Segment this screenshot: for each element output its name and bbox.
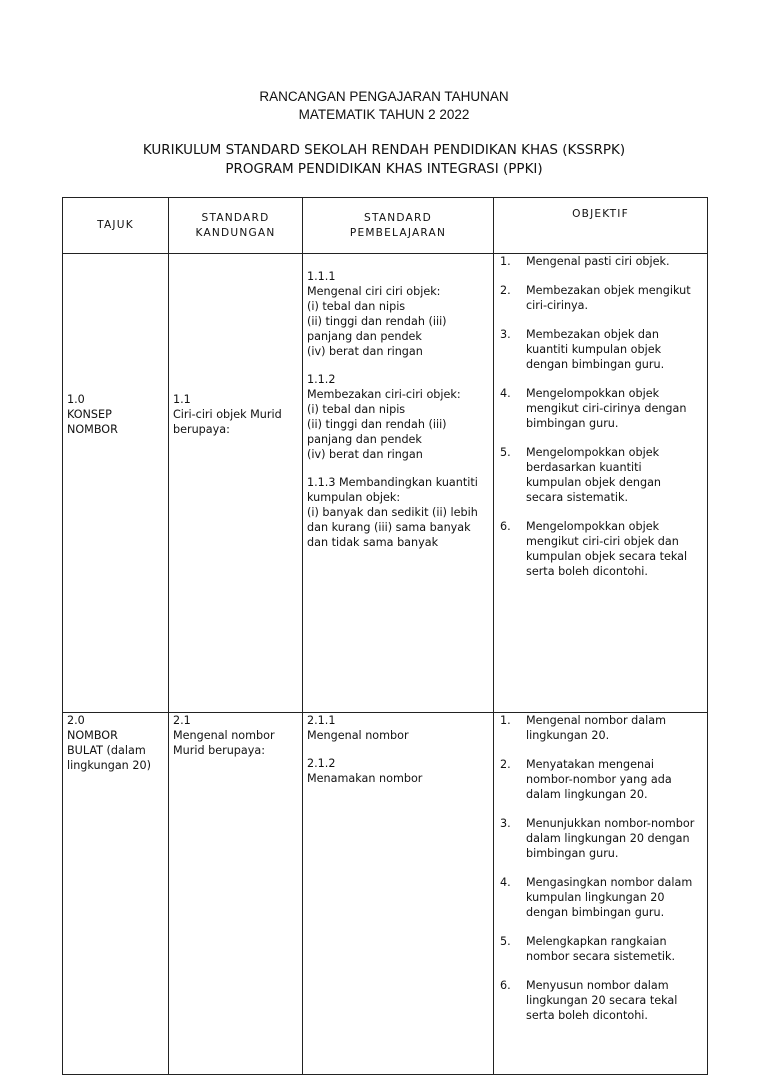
list-item: 2. Menyatakan mengenai nombor-nombor yang ada dalam lingkungan 20. — [500, 758, 672, 801]
document-title-block — [0, 88, 768, 124]
title-matematik: MATEMATIK TAHUN 2 2022 — [298, 107, 470, 122]
list-item: 4. Mengasingkan nombor dalam kumpulan lingkungan 20 dengan bimbingan guru. — [500, 876, 693, 919]
sp-block: 1.1.2 Membezakan ciri-ciri objek: (i) tebal dan nipis (ii) tinggi dan rendah (iii) panjang dan pendek (iv) berat dan ringan — [307, 373, 461, 461]
list-item: 4. Mengelompokkan objek mengikut ciri-cirinya dengan bimbingan guru. — [500, 387, 687, 430]
list-item: 6. Mengelompokkan objek mengikut ciri-ciri objek dan kumpulan objek secara tekal serta boleh dicontohi. — [500, 520, 688, 578]
list-item: 3. Menunjukkan nombor-nombor dalam lingkungan 20 dengan bimbingan guru. — [500, 817, 695, 860]
title-kurikulum: KURIKULUM STANDARD SEKOLAH RENDAH PENDIDIKAN KHAS (KSSRPK) — [142, 142, 626, 158]
list-item: 5. Melengkapkan rangkaian nombor secara sistemetik. — [500, 935, 676, 963]
list-item: 2. Membezakan objek mengikut ciri-cirinya. — [500, 284, 691, 312]
cell-standard-pembelajaran — [303, 254, 494, 713]
list-item: 6. Menyusun nombor dalam lingkungan 20 secara tekal serta boleh dicontohi. — [500, 979, 678, 1022]
title-program: PROGRAM PENDIDIKAN KHAS INTEGRASI (PPKI) — [225, 161, 543, 177]
cell-standard-pembelajaran — [303, 713, 494, 1075]
header-tajuk: TAJUK — [63, 198, 169, 254]
header-standard-kandungan: STANDARD KANDUNGAN — [169, 198, 303, 254]
list-item: 1. Mengenal pasti ciri objek. — [500, 255, 670, 268]
cell-standard-kandungan: 1.1 Ciri-ciri objek Murid berupaya: — [169, 254, 303, 713]
sp-block: 1.1.1 Mengenal ciri ciri objek: (i) tebal dan nipis (ii) tinggi dan rendah (iii) panjang dan pendek (iv) berat dan ringan — [307, 270, 447, 358]
sp-block: 2.1.1 Mengenal nombor — [307, 714, 409, 742]
objective-list — [498, 713, 703, 1023]
header-objektif: OBJEKTIF — [494, 198, 708, 254]
cell-objektif — [494, 254, 708, 713]
cell-standard-kandungan: 2.1 Mengenal nombor Murid berupaya: — [169, 713, 303, 1075]
list-item: 5. Mengelompokkan objek berdasarkan kuantiti kumpulan objek dengan secara sistematik. — [500, 446, 662, 504]
document-subtitle-block — [0, 141, 768, 179]
sp-block: 2.1.2 Menamakan nombor — [307, 757, 423, 785]
cell-tajuk: 1.0 KONSEP NOMBOR — [63, 254, 169, 713]
table-row — [63, 713, 708, 1075]
table-header-row — [63, 198, 708, 254]
list-item: 3. Membezakan objek dan kuantiti kumpulan objek dengan bimbingan guru. — [500, 328, 665, 371]
list-item: 1. Mengenal nombor dalam lingkungan 20. — [500, 714, 666, 742]
table-row — [63, 254, 708, 713]
title-rancangan: RANCANGAN PENGAJARAN TAHUNAN — [259, 89, 509, 104]
objective-list — [498, 254, 703, 579]
cell-tajuk: 2.0 NOMBOR BULAT (dalam lingkungan 20) — [63, 713, 169, 1075]
header-standard-pembelajaran: STANDARD PEMBELAJARAN — [303, 198, 494, 254]
sp-block: 1.1.3 Membandingkan kuantiti kumpulan objek: (i) banyak dan sedikit (ii) lebih dan kurang (iii) sama banyak dan tidak sama banyak — [307, 476, 478, 549]
cell-objektif — [494, 713, 708, 1075]
yearly-plan-table — [62, 197, 708, 1075]
